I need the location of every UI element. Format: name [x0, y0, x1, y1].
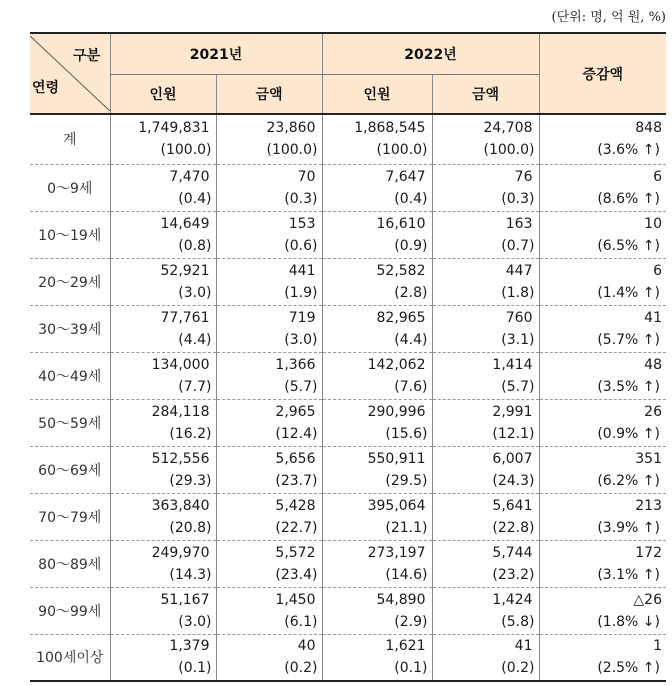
header-people-2021: 인원	[110, 75, 216, 115]
cell-ratio: (23.7)	[275, 472, 318, 489]
cell-ratio: (0.4)	[178, 190, 212, 207]
cell-ratio: (8.6% ↑)	[597, 190, 660, 207]
value-cell	[110, 305, 216, 352]
cell-ratio: (3.9% ↑)	[597, 519, 660, 536]
cell-value: 1,424	[492, 591, 533, 608]
age-stats-table	[30, 32, 666, 682]
value-cell	[216, 446, 322, 493]
table-row	[30, 211, 666, 258]
cell-value: 172	[635, 544, 662, 561]
cell-ratio: (4.4)	[178, 331, 212, 348]
value-cell	[322, 540, 432, 587]
cell-ratio: (5.8)	[501, 613, 535, 630]
value-cell	[322, 258, 432, 305]
cell-value: 2,965	[275, 403, 316, 420]
cell-ratio: (3.5% ↑)	[597, 378, 660, 395]
cell-value: 848	[635, 120, 662, 137]
cell-value: 77,761	[160, 309, 210, 326]
cell-value: 153	[288, 215, 316, 232]
value-cell	[432, 164, 539, 211]
row-age-label: 40～49세	[30, 352, 110, 399]
header-corner	[30, 33, 110, 114]
diff-cell	[539, 164, 666, 211]
row-age-label: 20～29세	[30, 258, 110, 305]
cell-ratio: (2.5% ↑)	[597, 660, 660, 677]
diff-cell	[539, 446, 666, 493]
cell-value: 142,062	[367, 356, 426, 373]
cell-ratio: (7.6)	[394, 378, 428, 395]
row-age-label: 80～89세	[30, 540, 110, 587]
value-cell	[432, 493, 539, 540]
value-cell	[322, 634, 432, 681]
value-cell	[110, 587, 216, 634]
diff-cell	[539, 540, 666, 587]
cell-ratio: (100.0)	[483, 142, 535, 159]
cell-value: 40	[297, 638, 316, 655]
cell-ratio: (0.9% ↑)	[597, 425, 660, 442]
value-cell	[432, 634, 539, 681]
value-cell	[322, 114, 432, 164]
cell-ratio: (6.5% ↑)	[597, 237, 660, 254]
cell-ratio: (0.8)	[178, 237, 212, 254]
table-row	[30, 587, 666, 634]
diff-cell	[539, 493, 666, 540]
cell-ratio: (0.6)	[284, 237, 318, 254]
value-cell	[216, 540, 322, 587]
cell-value: 6	[653, 262, 662, 279]
row-age-label: 70～79세	[30, 493, 110, 540]
diff-cell	[539, 634, 666, 681]
value-cell	[216, 493, 322, 540]
cell-ratio: (0.3)	[284, 190, 318, 207]
diff-cell	[539, 352, 666, 399]
corner-label-age: 연령	[32, 80, 60, 96]
value-cell	[216, 211, 322, 258]
value-cell	[322, 446, 432, 493]
cell-ratio: (14.3)	[169, 566, 212, 583]
cell-value: 41	[514, 638, 533, 655]
table-row	[30, 634, 666, 681]
cell-value: 41	[644, 309, 662, 326]
diff-cell	[539, 258, 666, 305]
cell-ratio: (12.1)	[492, 425, 535, 442]
value-cell	[216, 258, 322, 305]
value-cell	[110, 399, 216, 446]
cell-ratio: (0.2)	[284, 660, 318, 677]
value-cell	[432, 399, 539, 446]
cell-value: 5,428	[275, 497, 316, 514]
cell-ratio: (2.8)	[394, 284, 428, 301]
cell-ratio: (5.7)	[501, 378, 535, 395]
cell-ratio: (23.2)	[492, 566, 535, 583]
cell-value: 550,911	[367, 450, 426, 467]
value-cell	[432, 540, 539, 587]
cell-ratio: (100.0)	[266, 142, 318, 159]
cell-ratio: (6.2% ↑)	[597, 472, 660, 489]
cell-ratio: (0.2)	[501, 660, 535, 677]
value-cell	[110, 164, 216, 211]
value-cell	[432, 352, 539, 399]
cell-ratio: (100.0)	[160, 142, 212, 159]
value-cell	[216, 305, 322, 352]
cell-ratio: (14.6)	[385, 566, 428, 583]
cell-value: 26	[644, 403, 662, 420]
cell-ratio: (5.7)	[284, 378, 318, 395]
row-age-label: 30～39세	[30, 305, 110, 352]
cell-ratio: (1.4% ↑)	[597, 284, 660, 301]
value-cell	[110, 493, 216, 540]
cell-ratio: (29.5)	[385, 472, 428, 489]
cell-value: 363,840	[151, 497, 210, 514]
cell-value: 6,007	[492, 450, 533, 467]
value-cell	[432, 305, 539, 352]
cell-value: 395,064	[367, 497, 426, 514]
cell-value: 441	[288, 262, 316, 279]
cell-ratio: (0.3)	[501, 190, 535, 207]
value-cell	[216, 399, 322, 446]
cell-value: 76	[514, 168, 533, 185]
cell-value: 447	[505, 262, 533, 279]
table-row	[30, 493, 666, 540]
diff-cell	[539, 114, 666, 164]
cell-value: △26	[633, 591, 662, 608]
row-age-label: 50～59세	[30, 399, 110, 446]
value-cell	[216, 114, 322, 164]
value-cell	[322, 164, 432, 211]
cell-value: 5,572	[275, 544, 316, 561]
cell-ratio: (16.2)	[169, 425, 212, 442]
cell-ratio: (29.3)	[169, 472, 212, 489]
cell-ratio: (100.0)	[376, 142, 428, 159]
cell-value: 1,414	[492, 356, 533, 373]
cell-value: 16,610	[376, 215, 426, 232]
cell-ratio: (22.7)	[275, 519, 318, 536]
cell-ratio: (1.8% ↓)	[597, 613, 660, 630]
value-cell	[110, 258, 216, 305]
cell-value: 10	[644, 215, 662, 232]
cell-value: 6	[653, 168, 662, 185]
diff-cell	[539, 587, 666, 634]
cell-value: 1,379	[169, 638, 210, 655]
cell-ratio: (12.4)	[275, 425, 318, 442]
cell-value: 14,649	[160, 215, 210, 232]
value-cell	[110, 211, 216, 258]
diff-cell	[539, 305, 666, 352]
value-cell	[432, 114, 539, 164]
value-cell	[432, 446, 539, 493]
cell-value: 52,582	[376, 262, 426, 279]
cell-ratio: (5.7% ↑)	[597, 331, 660, 348]
value-cell	[110, 352, 216, 399]
cell-ratio: (4.4)	[394, 331, 428, 348]
cell-value: 1,366	[275, 356, 316, 373]
cell-ratio: (3.0)	[284, 331, 318, 348]
header-year-2022: 2022년	[322, 33, 539, 75]
cell-value: 48	[644, 356, 662, 373]
table-row	[30, 258, 666, 305]
cell-value: 1,749,831	[138, 120, 210, 137]
value-cell	[110, 634, 216, 681]
row-age-label: 90～99세	[30, 587, 110, 634]
cell-value: 1,450	[275, 591, 316, 608]
table-row	[30, 352, 666, 399]
cell-ratio: (3.0)	[178, 613, 212, 630]
cell-value: 5,744	[492, 544, 533, 561]
table-row	[30, 446, 666, 493]
cell-ratio: (6.1)	[284, 613, 318, 630]
cell-value: 163	[505, 215, 533, 232]
cell-value: 7,647	[385, 168, 426, 185]
cell-value: 24,708	[483, 120, 533, 137]
value-cell	[110, 114, 216, 164]
row-age-label: 100세이상	[30, 634, 110, 681]
cell-value: 51,167	[160, 591, 210, 608]
cell-value: 284,118	[151, 403, 210, 420]
header-diff: 증감액	[539, 33, 666, 114]
cell-ratio: (0.4)	[394, 190, 428, 207]
cell-ratio: (0.1)	[394, 660, 428, 677]
cell-value: 213	[635, 497, 662, 514]
value-cell	[216, 587, 322, 634]
cell-value: 1	[653, 638, 662, 655]
table-body	[30, 114, 666, 681]
header-people-2022: 인원	[322, 75, 432, 115]
value-cell	[322, 305, 432, 352]
cell-value: 760	[505, 309, 533, 326]
diff-cell	[539, 211, 666, 258]
cell-value: 1,868,545	[354, 120, 426, 137]
cell-value: 52,921	[160, 262, 210, 279]
unit-note: (단위: 명, 억 원, %)	[551, 10, 666, 25]
cell-value: 1,621	[385, 638, 426, 655]
value-cell	[432, 258, 539, 305]
cell-value: 351	[635, 450, 662, 467]
cell-ratio: (2.9)	[394, 613, 428, 630]
value-cell	[322, 399, 432, 446]
header-amount-2021: 금액	[216, 75, 322, 115]
cell-value: 290,996	[367, 403, 426, 420]
row-age-label: 0～9세	[30, 164, 110, 211]
row-age-label: 60～69세	[30, 446, 110, 493]
row-age-label: 계	[62, 132, 77, 149]
cell-value: 70	[297, 168, 316, 185]
cell-ratio: (3.0)	[178, 284, 212, 301]
header-year-2021: 2021년	[110, 33, 322, 75]
cell-ratio: (0.1)	[178, 660, 212, 677]
cell-ratio: (1.8)	[501, 284, 535, 301]
cell-ratio: (21.1)	[385, 519, 428, 536]
cell-value: 7,470	[169, 168, 210, 185]
table-row	[30, 540, 666, 587]
cell-value: 273,197	[367, 544, 426, 561]
cell-ratio: (15.6)	[385, 425, 428, 442]
cell-value: 249,970	[151, 544, 210, 561]
value-cell	[216, 352, 322, 399]
table-row	[30, 399, 666, 446]
cell-ratio: (3.6% ↑)	[597, 142, 660, 159]
cell-value: 2,991	[492, 403, 533, 420]
cell-ratio: (0.9)	[394, 237, 428, 254]
cell-ratio: (1.9)	[284, 284, 318, 301]
cell-ratio: (24.3)	[492, 472, 535, 489]
value-cell	[110, 540, 216, 587]
corner-label-category: 구분	[72, 48, 100, 64]
cell-ratio: (22.8)	[492, 519, 535, 536]
value-cell	[432, 211, 539, 258]
cell-value: 23,860	[266, 120, 316, 137]
cell-ratio: (3.1% ↑)	[597, 566, 660, 583]
cell-ratio: (20.8)	[169, 519, 212, 536]
value-cell	[322, 587, 432, 634]
value-cell	[432, 587, 539, 634]
value-cell	[110, 446, 216, 493]
cell-ratio: (7.7)	[178, 378, 212, 395]
cell-value: 82,965	[376, 309, 426, 326]
cell-ratio: (3.1)	[501, 331, 535, 348]
table-row	[30, 164, 666, 211]
cell-value: 54,890	[376, 591, 426, 608]
cell-value: 719	[288, 309, 316, 326]
cell-ratio: (23.4)	[275, 566, 318, 583]
value-cell	[322, 352, 432, 399]
cell-value: 5,641	[492, 497, 533, 514]
header-amount-2022: 금액	[432, 75, 539, 115]
cell-value: 134,000	[151, 356, 210, 373]
table-row	[30, 305, 666, 352]
cell-value: 5,656	[275, 450, 316, 467]
value-cell	[322, 493, 432, 540]
diff-cell	[539, 399, 666, 446]
value-cell	[216, 634, 322, 681]
table-row	[30, 114, 666, 164]
value-cell	[216, 164, 322, 211]
value-cell	[322, 211, 432, 258]
row-age-label: 10～19세	[30, 211, 110, 258]
cell-ratio: (0.7)	[501, 237, 535, 254]
cell-value: 512,556	[151, 450, 210, 467]
